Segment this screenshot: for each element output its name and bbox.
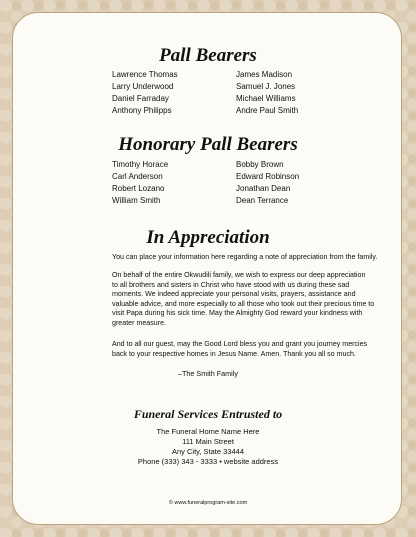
paragraph-line: valuable advice, and more especially to all those who took out their precious time to — [112, 299, 375, 308]
honorary-bearer-name: Bobby Brown — [236, 160, 284, 169]
honorary-left-column — [112, 159, 168, 207]
appreciation-paragraph-2 — [112, 340, 368, 359]
pall-bearer-name: Andre Paul Smith — [236, 106, 299, 115]
appreciation-signature: –The Smith Family — [178, 369, 238, 378]
appreciation-paragraph-1 — [112, 271, 375, 329]
honorary-bearer-name: William Smith — [112, 196, 161, 205]
pall-bearer-name: Michael Williams — [236, 94, 296, 103]
honorary-bearer-name: Edward Robinson — [236, 172, 300, 181]
honorary-bearer-name: Timothy Horace — [112, 160, 169, 169]
funeral-home-contact: Phone (333) 343 - 3333 • website address — [137, 457, 279, 466]
pall-bearers-left-column — [112, 69, 178, 117]
footer-copyright: © www.funeralprogram-site.com — [168, 500, 248, 506]
pall-bearer-name: Daniel Farraday — [112, 94, 169, 103]
honorary-bearer-name: Robert Lozano — [112, 184, 165, 193]
pall-bearers-right-column — [236, 69, 298, 117]
paragraph-line: to all brothers and sisters in Christ who have stood with us during these sad — [112, 280, 350, 289]
funeral-home-city: Any City, State 33444 — [172, 447, 244, 456]
pall-bearers-title: Pall Bearers — [159, 45, 257, 66]
paragraph-line: On behalf of the entire Okwudili family, we wish to express our deep appreciation — [112, 271, 366, 279]
funeral-home-street: 111 Main Street — [182, 437, 234, 446]
services-title: Funeral Services Entrusted to — [133, 407, 283, 421]
paragraph-line: back to your respective homes in Jesus Name. Amen. Thank you all so much. — [112, 349, 356, 358]
honorary-right-column — [236, 159, 299, 207]
paragraph-line: moments. We indeed appreciate your personal visits, prayers, assistance and — [112, 290, 356, 299]
appreciation-title: In Appreciation — [146, 227, 270, 248]
paragraph-line: greater measure. — [112, 318, 167, 327]
pall-bearer-name: James Madison — [236, 70, 293, 79]
honorary-bearer-name: Dean Terrance — [236, 196, 289, 205]
honorary-bearer-name: Carl Anderson — [112, 172, 163, 181]
pall-bearer-name: Lawrence Thomas — [112, 70, 178, 79]
funeral-home-name: The Funeral Home Name Here — [156, 427, 260, 436]
funeral-home-info — [0, 427, 416, 467]
paragraph-line: And to all our guest, may the Good Lord bless you and grant you journey mercies — [112, 340, 368, 348]
pall-bearer-name: Larry Underwood — [112, 82, 174, 91]
paragraph-line: visit Papa during his sick time. May the Almighty God reward your kindness with — [112, 309, 363, 318]
pall-bearer-name: Anthony Philipps — [112, 106, 172, 115]
pall-bearer-name: Samuel J. Jones — [236, 82, 296, 91]
appreciation-intro: You can place your information here regarding a note of appreciation from the family. — [112, 253, 378, 261]
honorary-pall-bearers-title: Honorary Pall Bearers — [118, 134, 298, 155]
honorary-bearer-name: Jonathan Dean — [236, 184, 291, 193]
